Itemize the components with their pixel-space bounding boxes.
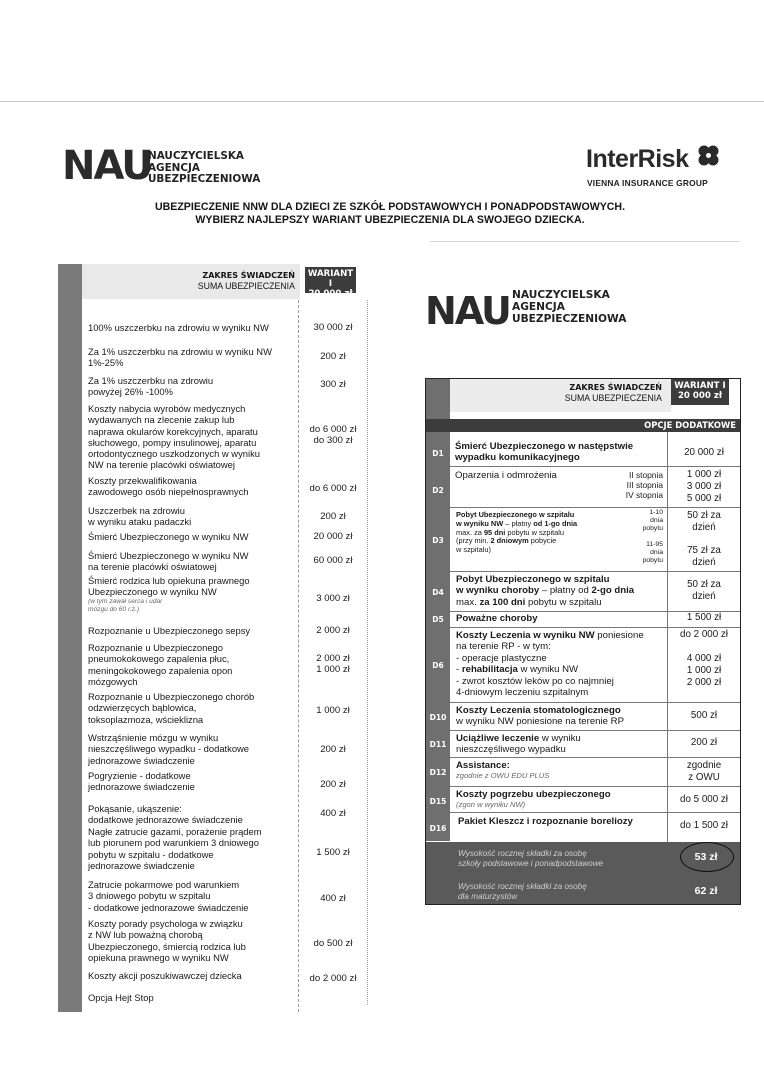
left-row-line: Koszty porady psychologa w związku <box>88 918 243 929</box>
d3-range: pobytu <box>642 557 663 564</box>
d3-line: w wyniku NW <box>456 518 504 528</box>
page-rule <box>0 101 764 102</box>
left-row-17-value <box>300 893 366 904</box>
nau-logo-small <box>425 289 510 333</box>
d4-line: 2-go dnia <box>591 585 635 597</box>
row-d1-text <box>455 441 665 464</box>
left-row-value-line: 20 000 zł <box>313 531 353 542</box>
d12-value: zgodnie <box>686 760 722 771</box>
nau-logo-letters: NAU <box>62 143 152 189</box>
left-row-value-line: 200 zł <box>320 744 346 755</box>
left-row-value-line: 1 500 zł <box>316 847 350 858</box>
d6-line: 4-dniowym leczeniu szpitalnym <box>456 687 589 699</box>
nau-logo-name-small <box>512 290 626 326</box>
d3-line: 95 dni <box>483 527 506 537</box>
row-separator <box>450 702 740 703</box>
d6-line: - operacje plastyczne <box>456 652 547 664</box>
right-table-header <box>520 382 662 404</box>
left-row-line: Uszczerbek na zdrowiu <box>88 505 185 516</box>
row-d11-text <box>456 733 666 756</box>
d4-line: za 100 dni <box>479 596 526 608</box>
d3-range: dnia <box>650 549 663 556</box>
wariant-sum: 20 000 zł <box>308 289 353 299</box>
left-row-line: lub piorunem pod warunkiem 3 dniowego <box>88 837 259 849</box>
left-row-line: jednorazowe świadczenie <box>88 859 195 871</box>
d3-range: 11-95 <box>646 541 663 548</box>
d11-line: w wyniku <box>539 733 581 744</box>
d3-value: 75 zł za <box>687 545 721 556</box>
left-row-value-line: do 6 000 zł <box>309 483 357 494</box>
d4-line: w wyniku choroby <box>456 585 540 597</box>
left-row-value-line: 200 zł <box>320 779 346 790</box>
row-d6-value-main: do 2 000 zł <box>680 629 728 640</box>
premium-label-line: dla maturzystów <box>458 891 518 901</box>
d3-line: max. za <box>456 527 484 537</box>
d6-line: poniesione <box>594 630 644 641</box>
nau-logo-name <box>148 151 260 186</box>
headline-line: WYBIERZ NAJLEPSZY WARIANT UBEZPIECZENIA DLA SWOJEGO DZIECKA. <box>195 214 585 226</box>
left-row-line: z NW lub poważną chorobą <box>88 929 203 941</box>
left-row-1-label <box>88 322 298 333</box>
left-row-5-value <box>300 483 366 494</box>
left-row-13-label <box>88 732 298 766</box>
left-row-18-value <box>300 938 366 949</box>
left-row-value-line: 30 000 zł <box>313 322 353 333</box>
left-row-value-line: 1 000 zł <box>316 664 350 676</box>
row-d10-value: 500 zł <box>690 710 718 721</box>
left-row-value-line: 200 zł <box>320 351 346 362</box>
d6-line: rehabilitacja <box>461 664 518 676</box>
left-row-value-line: do 300 zł <box>313 435 353 447</box>
left-row-3-value <box>300 379 366 390</box>
left-row-line: Ubezpieczonego w wyniku NW <box>88 586 217 598</box>
left-row-line: Zatrucie pokarmowe pod warunkiem <box>88 879 240 890</box>
d11-line: nieszczęśliwego wypadku <box>456 744 566 756</box>
d12-note: zgodnie z OWU EDU PLUS <box>456 771 550 781</box>
left-row-20-label <box>88 992 298 1003</box>
d6-value: 2 000 zł <box>686 676 722 688</box>
code-d1: D1 <box>432 449 444 458</box>
row-separator <box>450 466 740 467</box>
left-row-10-value <box>300 625 366 636</box>
row-d3-range2 <box>623 541 663 565</box>
left-row-line: Rozpoznanie u Ubezpieczonego <box>88 642 223 653</box>
left-row-line: jednorazowe świadczenie <box>88 781 195 793</box>
row-d15-text <box>456 789 666 809</box>
left-row-value-line: 400 zł <box>320 893 346 904</box>
left-row-3-label <box>88 375 298 398</box>
left-row-line: 1%-25% <box>88 357 124 369</box>
left-row-line: Ubezpieczonego, śmiercią rodzica lub <box>88 940 246 952</box>
left-row-line: Rozpoznanie u Ubezpieczonego chorób <box>88 691 255 702</box>
left-row-line: Pogryzienie - dodatkowe <box>88 770 191 781</box>
row-d16-value: do 1 500 zł <box>680 820 728 831</box>
left-row-line: meningokokowego zapalenia opon <box>88 664 233 676</box>
left-row-10-label <box>88 625 298 636</box>
code-d12: D12 <box>429 768 447 777</box>
left-row-6-value <box>300 511 366 522</box>
left-row-1-value <box>300 322 366 333</box>
left-row-11-label <box>88 642 298 687</box>
d10-line: Koszty Leczenia stomatologicznego <box>456 705 621 716</box>
left-row-value-line: 2 000 zł <box>316 653 350 664</box>
nau-name-line: AGENCJA <box>148 161 200 174</box>
interrisk-name: InterRisk <box>586 145 689 173</box>
nau-name-line: UBEZPIECZENIOWA <box>512 312 627 325</box>
left-row-line: dodatkowe jednorazowe świadczenie <box>88 814 243 826</box>
left-row-line: zawodowego osób niepełnosprawnych <box>88 486 249 498</box>
left-row-note: (w tym zawał serca i udar <box>88 597 163 605</box>
premium-value-matura: 62 zł <box>694 885 718 897</box>
clover-icon <box>695 143 721 169</box>
left-row-line: Za 1% uszczerbku na zdrowiu <box>88 375 214 386</box>
page-headline <box>60 201 720 227</box>
left-row-14-value <box>300 779 366 790</box>
left-row-line: powyżej 26% -100% <box>88 386 173 398</box>
left-row-line: Śmierć rodzica lub opiekuna prawnego <box>88 575 250 586</box>
left-row-19-label <box>88 970 298 981</box>
code-d15: D15 <box>429 797 447 806</box>
d4-line: – płatny od <box>539 585 592 597</box>
d3-line: w szpitalu) <box>456 545 491 555</box>
premium-label-line: Wysokość rocznej składki za osobę <box>458 849 587 858</box>
left-row-2-value <box>300 351 366 362</box>
left-row-value-line: 1 000 zł <box>316 705 350 716</box>
d2-level: IV stopnia <box>625 490 663 501</box>
row-d5-value: 1 500 zł <box>686 612 722 623</box>
left-row-value-line: do 2 000 zł <box>309 973 357 984</box>
left-row-19-value <box>300 973 366 984</box>
row-d2-levels <box>600 470 663 501</box>
row-d4-value <box>668 579 740 603</box>
left-row-value-line: 300 zł <box>320 379 346 390</box>
d3-line: od 1-go dnia <box>533 518 578 528</box>
left-row-line: pobytu w szpitalu - dodatkowe <box>88 848 214 860</box>
d4-value: dzień <box>692 590 716 602</box>
left-row-line: Rozpoznanie u Ubezpieczonego sepsy <box>88 625 251 636</box>
nau-logo-letters: NAU <box>425 289 510 333</box>
d6-value: 4 000 zł <box>686 653 722 664</box>
code-d4: D4 <box>432 588 444 597</box>
left-row-6-label <box>88 505 298 528</box>
d3-line: pobytu w szpitalu <box>505 527 565 537</box>
left-row-line: Pokąsanie, ukąszenie: <box>88 803 182 814</box>
left-row-note: mózgu do 60 r.ż.) <box>88 605 140 613</box>
left-row-4-label <box>88 403 298 471</box>
row-d3-value2 <box>668 545 740 569</box>
nau-logo <box>62 143 152 189</box>
premium-label-line: Wysokość rocznej składki za osobę <box>458 882 587 891</box>
d11-line: Uciążliwe leczenie <box>456 733 540 744</box>
left-row-line: Nagłe zatrucie gazami, porażenie prądem <box>88 826 262 837</box>
left-row-line: NW na terenie placówki oświatowej <box>88 459 235 471</box>
row-d16-text: Pakiet Kleszcz i rozpoznanie boreliozy <box>458 816 633 827</box>
left-row-8-value <box>300 555 366 566</box>
left-row-line: 3 dniowego pobytu w szpitalu <box>88 890 211 902</box>
left-row-value-line: do 500 zł <box>313 938 353 949</box>
left-row-15-label <box>88 803 298 826</box>
left-row-value-line: 60 000 zł <box>313 555 353 566</box>
d3-range: pobytu <box>642 525 663 532</box>
wariant-label: WARIANT I <box>307 269 354 289</box>
d6-line: - zwrot kosztów leków po co najmniej <box>456 675 614 687</box>
left-row-16-value <box>300 847 366 858</box>
d6-line: na terenie RP - w tym: <box>456 641 551 653</box>
left-row-line: słuchowego, pompy insulinowej, aparatu <box>88 436 257 448</box>
row-d3-value1 <box>668 510 740 534</box>
left-row-14-label <box>88 770 298 793</box>
left-table-stripe <box>58 264 82 1012</box>
left-row-12-value <box>300 705 366 716</box>
row-d11-value: 200 zł <box>690 737 718 748</box>
left-row-4-value <box>300 424 366 447</box>
left-row-2-label <box>88 346 298 369</box>
d3-line: Pobyt Ubezpieczonego w szpitalu <box>456 510 575 519</box>
left-row-line: Koszty przekwalifikowania <box>88 475 197 486</box>
code-d2: D2 <box>432 486 444 495</box>
row-d12-text <box>456 760 666 780</box>
d3-value: 50 zł za <box>687 510 721 521</box>
row-d2-values <box>668 469 740 504</box>
left-row-line: nieszczęśliwego wypadku - dodatkowe <box>88 743 250 755</box>
left-row-line: jednorazowe świadczenie <box>88 754 195 766</box>
left-row-line: 100% uszczerbku na zdrowiu w wyniku NW <box>88 322 269 333</box>
premium-label-line: szkoły podstawowe i ponadpodstawowe <box>458 858 604 868</box>
row-d6-values <box>668 653 740 688</box>
left-wariant-box <box>305 267 356 299</box>
row-d12-value <box>668 760 740 784</box>
premium-label-school <box>458 849 658 868</box>
premium-label-matura <box>458 882 658 901</box>
left-row-9-label <box>88 575 298 614</box>
row-separator <box>450 507 740 508</box>
d3-line: 2 dniowym <box>490 536 529 546</box>
interrisk-logo <box>586 143 721 174</box>
left-row-18-label <box>88 918 298 963</box>
d3-line: (przy min. <box>456 536 491 546</box>
left-row-line: Koszty akcji poszukiwawczej dziecka <box>88 970 242 981</box>
opcje-dodatkowe-bar: OPCJE DODATKOWE <box>426 419 740 432</box>
left-row-line: odzwierzęcych bąblowica, <box>88 702 197 714</box>
row-separator <box>450 786 740 787</box>
nau-name-line: NAUCZYCIELSKA <box>512 289 610 301</box>
left-row-line: wydawanych na zlecenie zakup lub <box>88 414 235 426</box>
headline-line: UBEZPIECZENIE NNW DLA DZIECI ZE SZKÓŁ PODSTAWOWYCH I PONADPODSTAWOWYCH. <box>154 201 626 213</box>
header-label: ZAKRES ŚWIADCZEŃ <box>569 383 662 392</box>
left-row-value-line: 2 000 zł <box>316 625 350 636</box>
left-column-divider-right <box>367 300 368 1005</box>
page-rule-right <box>430 241 740 242</box>
d3-line: – płatny <box>503 518 534 528</box>
left-row-line: na terenie placówki oświatowej <box>88 561 217 573</box>
row-d3-range1 <box>623 509 663 533</box>
d4-line: Pobyt Ubezpieczonego w szpitalu <box>456 574 610 585</box>
left-row-line: toksoplazmoza, wścieklizna <box>88 713 204 725</box>
header-sublabel: SUMA UBEZPIECZENIA <box>197 281 295 291</box>
row-separator <box>450 627 740 628</box>
left-row-15-value <box>300 808 366 819</box>
left-row-line: Koszty nabycia wyrobów medycznych <box>88 403 246 414</box>
left-row-line: Opcja Hejt Stop <box>88 992 154 1003</box>
d15-line: Koszty pogrzebu ubezpieczonego <box>456 789 611 800</box>
row-separator <box>450 812 740 813</box>
d3-value: dzień <box>692 521 716 533</box>
left-row-line: Za 1% uszczerbku na zdrowiu w wyniku NW <box>88 346 272 357</box>
left-row-16-label <box>88 826 298 871</box>
d6-line: w wyniku NW <box>517 664 579 676</box>
left-row-12-label <box>88 691 298 725</box>
d4-value: 50 zł za <box>687 579 721 590</box>
code-d3: D3 <box>432 536 444 545</box>
d3-line: pobycie <box>528 536 557 546</box>
nau-name-line: AGENCJA <box>512 300 565 313</box>
header-label: ZAKRES ŚWIADCZEŃ <box>202 271 295 280</box>
left-row-value-line: do 6 000 zł <box>309 424 357 435</box>
left-column-divider <box>298 300 299 1012</box>
left-row-line: ortodontycznego uszkodzonych w wyniku <box>88 448 260 460</box>
left-row-7-value <box>300 531 366 542</box>
d12-line: Assistance: <box>456 760 510 771</box>
code-d11: D11 <box>429 740 447 749</box>
d2-level: III stopnia <box>626 480 663 491</box>
code-d6: D6 <box>432 661 444 670</box>
code-d10: D10 <box>429 713 447 722</box>
d15-note: (zgon w wyniku NW) <box>456 800 526 810</box>
row-d2-text: Oparzenia i odmrożenia <box>455 470 557 481</box>
left-row-value-line: 3 000 zł <box>316 593 350 604</box>
left-row-7-label <box>88 531 298 542</box>
row-d4-text <box>456 574 666 608</box>
nau-name-line: UBEZPIECZENIOWA <box>148 173 261 186</box>
d2-value: 5 000 zł <box>686 492 722 504</box>
nau-name-line: NAUCZYCIELSKA <box>148 150 244 162</box>
premium-value-school: 53 zł <box>694 851 718 863</box>
row-separator <box>450 757 740 758</box>
row-d15-value: do 5 000 zł <box>680 794 728 805</box>
left-row-9-value <box>300 593 366 604</box>
left-row-line: Śmierć Ubezpieczonego w wyniku NW <box>88 550 249 561</box>
wariant-label: WARIANT I <box>674 381 726 391</box>
d12-value: z OWU <box>688 771 720 783</box>
row-d10-text <box>456 705 666 728</box>
d3-range: dnia <box>650 517 663 524</box>
left-row-line: - dodatkowe jednorazowe świadczenie <box>88 901 249 913</box>
header-sublabel: SUMA UBEZPIECZENIA <box>564 393 662 403</box>
wariant-sum: 20 000 zł <box>677 391 723 401</box>
left-row-line: naprawa okularów korekcyjnych, aparatu <box>88 425 258 437</box>
left-row-value-line: 200 zł <box>320 511 346 522</box>
left-row-value-line: 400 zł <box>320 808 346 819</box>
left-row-line: Śmierć Ubezpieczonego w wyniku NW <box>88 531 249 542</box>
left-row-5-label <box>88 475 298 498</box>
left-row-line: opiekuna prawnego w wyniku NW <box>88 951 229 963</box>
d3-value: dzień <box>692 556 716 568</box>
row-separator <box>450 730 740 731</box>
d10-line: w wyniku NW poniesione na terenie RP <box>456 716 624 728</box>
left-table-header <box>150 270 295 292</box>
left-row-13-value <box>300 744 366 755</box>
left-row-line: Wstrząśnienie mózgu w wyniku <box>88 732 219 743</box>
code-d16: D16 <box>429 824 447 833</box>
d4-line: pobytu w szpitalu <box>525 596 602 608</box>
d4-line: max. <box>456 596 480 608</box>
left-row-line: pneumokokowego zapalenia płuc, <box>88 653 230 665</box>
d1-text-bold: następstwie <box>578 441 634 452</box>
d3-range: 1-10 <box>649 509 663 516</box>
d1-text-plain: Śmierć Ubezpieczonego w <box>455 441 579 452</box>
d6-line: - <box>456 664 462 676</box>
d6-value: 1 000 zł <box>686 664 722 676</box>
left-row-8-label <box>88 550 298 573</box>
left-row-line: mózgowych <box>88 675 138 687</box>
row-separator <box>450 571 740 572</box>
left-row-11-value <box>300 653 366 676</box>
left-row-line: w wyniku ataku padaczki <box>88 516 192 528</box>
d2-value: 1 000 zł <box>686 469 722 480</box>
interrisk-subtitle: VIENNA INSURANCE GROUP <box>587 178 708 188</box>
d6-line: Koszty Leczenia w wyniku NW <box>456 630 595 641</box>
d2-level: II stopnia <box>629 470 663 480</box>
row-d1-value: 20 000 zł <box>684 447 724 458</box>
row-d5-text: Poważne choroby <box>456 613 538 624</box>
left-row-17-label <box>88 879 298 913</box>
code-d5: D5 <box>432 615 444 624</box>
row-d6-text <box>456 630 668 698</box>
row-d3-text <box>456 511 616 555</box>
d2-value: 3 000 zł <box>686 480 722 492</box>
right-wariant-box <box>671 379 729 405</box>
d1-text-line2: wypadku komunikacyjnego <box>455 452 580 464</box>
